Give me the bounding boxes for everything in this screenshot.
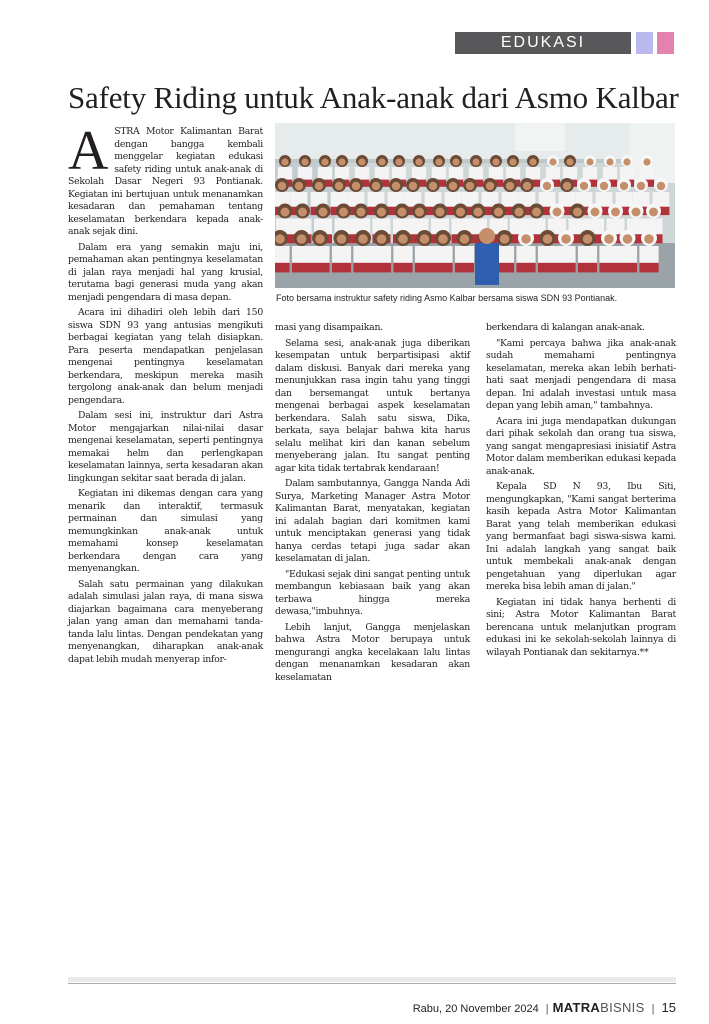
article-column-2 <box>275 322 470 687</box>
magazine-name-light: BISNIS <box>600 1000 645 1015</box>
paragraph: Acara ini dihadiri oleh lebih dari 150 siswa SDN 93 yang antusias mengikuti berbagai kegiatan yang telah disiapkan. Para peserta mendapatkan penjelasan mengenai pentingnya keselamatan berkendara, meskipun mereka masih tergolong anak-anak dan belum menjadi pengendara. <box>68 307 263 406</box>
paragraph: masi yang disampaikan. <box>275 322 383 333</box>
footer-separator: | <box>651 1003 655 1015</box>
page-footer <box>400 1000 676 1015</box>
page-number: 15 <box>661 1000 676 1015</box>
paragraph: Dalam sambutannya, Gangga Nanda Adi Surya, Marketing Manager Astra Motor Kalimantan Barat, menyatakan, kegiatan ini adalah bagian dari komitmen kami untuk menciptakan generasi yang tidak hanya cerdas tetapi juga sadar akan keselamatan di jalan. <box>275 478 470 564</box>
paragraph: Dalam era yang semakin maju ini, pemahaman akan pentingnya keselamatan di jalan raya menjadi hal yang krusial, terutama bagi generasi muda yang akan menjadi pengendara di masa depan. <box>68 241 263 303</box>
paragraph: Kepala SD N 93, Ibu Siti, mengungkapkan, "Kami sangat berterima kasih kepada Astra Motor Kalimantan Barat yang telah memberikan edukasi yang bermanfaat bagi siswa-siswa kami. Ini adalah langkah yang sangat baik untuk membekali anak-anak dengan pengetahuan yang diperlukan agar mereka bisa lebih aman di jalan." <box>486 481 676 592</box>
group-photo-image <box>275 123 675 288</box>
paragraph: Kegiatan ini tidak hanya berhenti di sini; Astra Motor Kalimantan Barat berencana untuk melanjutkan program edukasi ini ke sekolah-sekolah lainnya di wilayah Pontianak dan sekitarnya.** <box>486 596 676 658</box>
magazine-name-bold: MATRA <box>552 1000 601 1015</box>
drop-cap: A <box>68 120 109 182</box>
footer-rule <box>68 983 676 984</box>
decorative-square <box>636 32 653 54</box>
article-column-3 <box>486 322 676 662</box>
paragraph: Kegiatan ini dikemas dengan cara yang menarik dan interaktif, termasuk permainan dan simulasi yang memungkinkan anak-anak untuk memahami konsep keselamatan berkendara dengan cara yang menyenangkan. <box>68 488 263 574</box>
paragraph: Selama sesi, anak-anak juga diberikan kesempatan untuk berpartisipasi aktif dalam diskusi. Banyak dari mereka yang menunjukkan rasa ingin tahu yang tinggi dan bersemangat untuk bertanya mengenai berbagai aspek keselamatan berkendara. Salah satu siswa, Dika, berkata, saya belajar bahwa kita harus selalu melihat kiri dan kanan sebelum menyeberang jalan. Itu sangat penting agar kita tidak tertabrak kendaraan! <box>275 337 470 474</box>
paragraph: "Edukasi sejak dini sangat penting untuk membangun kebiasaan baik yang akan terbawa hingga mereka dewasa,"imbuhnya. <box>275 568 470 617</box>
section-tag: EDUKASI <box>455 32 631 54</box>
paragraph: STRA Motor Kalimantan Barat dengan bangga kembali menggelar kegiatan edukasi safety riding untuk anak-anak di Sekolah Dasar Negeri 93 Pontianak. Kegiatan ini bertujuan untuk menanamkan kesadaran dan pemahaman tentang keselamatan berkendara kepada anak-anak sejak dini. <box>68 126 263 237</box>
paragraph: "Kami percaya bahwa jika anak-anak sudah memahami pentingnya keselamatan, mereka akan lebih berhati-hati saat menjadi pengendara di masa depan. Ini adalah investasi untuk masa depan yang lebih aman," tambahnya. <box>486 337 676 411</box>
issue-date: Rabu, 20 November 2024 <box>412 1003 539 1015</box>
footer-separator: | <box>545 1003 549 1015</box>
paragraph: Dalam sesi ini, instruktur dari Astra Motor mengajarkan nilai-nilai dasar mengenai keselamatan, seperti pentingnya memakai helm dan perlengkapan keselamatan lainnya, serta kesadaran akan lingkungan sekitar saat berada di jalan. <box>68 410 263 484</box>
article-column-1 <box>68 120 263 669</box>
paragraph: Acara ini juga mendapatkan dukungan dari pihak sekolah dan orang tua siswa, yang sangat mengapresiasi inisiatif Astra Motor dalam memberikan edukasi kepada anak-anak. <box>486 415 676 477</box>
paragraph: berkendara di kalangan anak-anak. <box>486 322 645 333</box>
paragraph: Lebih lanjut, Gangga menjelaskan bahwa Astra Motor berupaya untuk mengurangi angka kecelakaan lalu lintas dengan menanamkan kesadaran akan keselamatan <box>275 621 470 683</box>
footer-bar <box>68 977 676 982</box>
decorative-square <box>657 32 674 54</box>
paragraph: Salah satu permainan yang dilakukan adalah simulasi jalan raya, di mana siswa diajarkan bagaimana cara menyeberang jalan yang aman dan memahami tanda-tanda lalu lintas. Dengan pendekatan yang menyenangkan, diharapkan anak-anak dapat lebih mudah menyerap infor- <box>68 578 263 665</box>
article-photo <box>275 123 675 288</box>
photo-caption: Foto bersama instruktur safety riding Asmo Kalbar bersama siswa SDN 93 Pontianak. <box>276 293 618 303</box>
article-title: Safety Riding untuk Anak-anak dari Asmo Kalbar <box>68 80 679 115</box>
